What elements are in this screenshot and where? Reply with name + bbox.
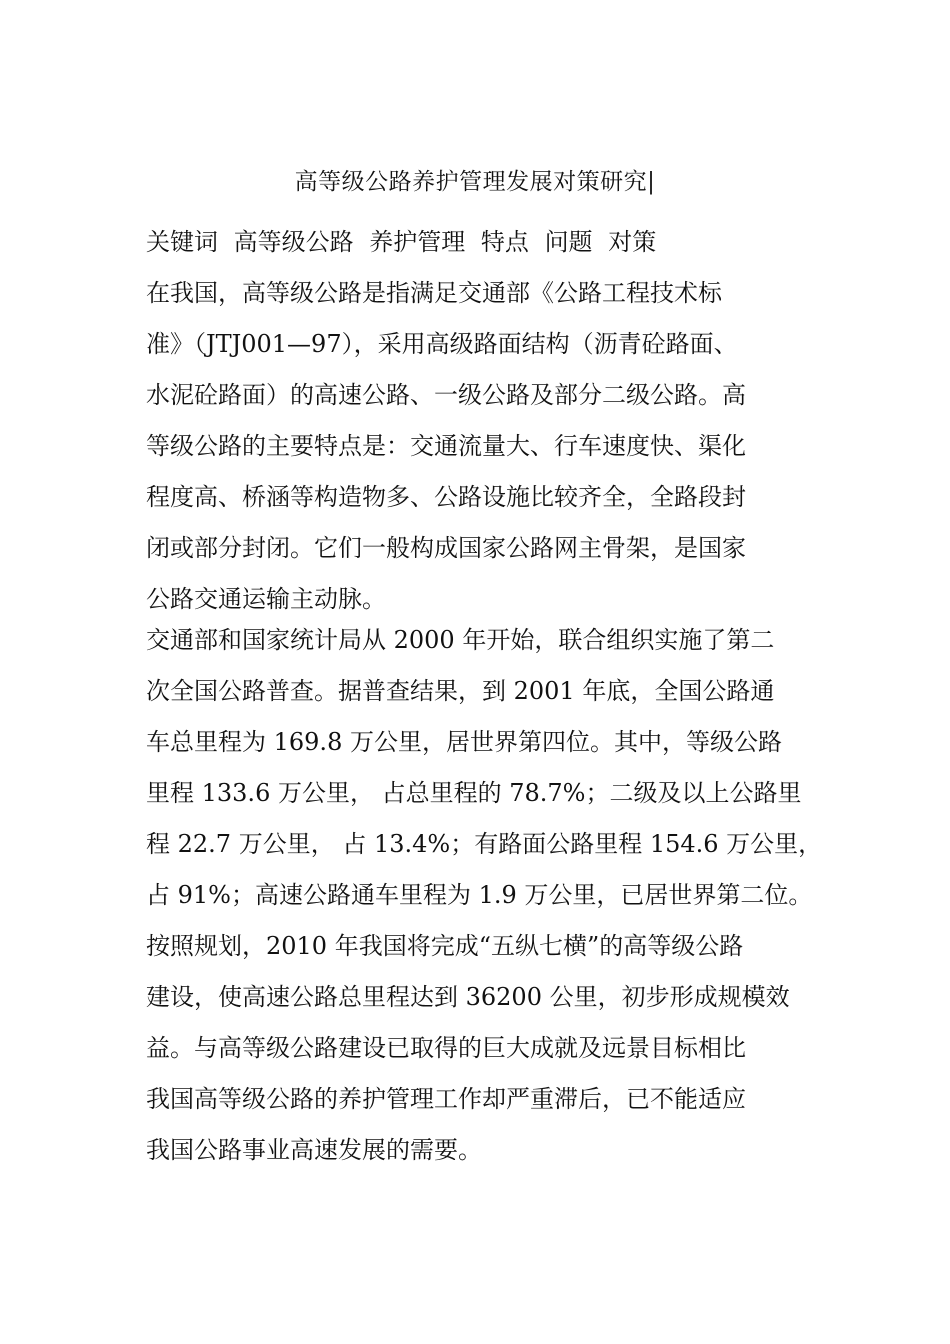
keyword-item: 对策 (608, 228, 657, 256)
paragraph-line: 在我国，高等级公路是指满足交通部《公路工程技术标 (146, 279, 722, 307)
paragraph-line: 里程 133.6 万公里， 占总里程的 78.7%；二级及以上公路里 (146, 779, 802, 807)
keywords-line (146, 226, 664, 258)
paragraph-line: 我国公路事业高速发展的需要。 (146, 1136, 482, 1164)
paragraph-line: 准》（JTJ001—97），采用高级路面结构（沥青砼路面、 (146, 330, 738, 358)
paragraph-line: 次全国公路普查。据普查结果，到 2001 年底，全国公路通 (146, 677, 775, 705)
paragraph-line: 我国高等级公路的养护管理工作却严重滞后，已不能适应 (146, 1085, 746, 1113)
paragraph-line: 水泥砼路面）的高速公路、一级公路及部分二级公路。高 (146, 381, 746, 409)
paragraph-line: 占 91%；高速公路通车里程为 1.9 万公里，已居世界第二位。 (146, 881, 813, 909)
keywords-label: 关键词 (146, 228, 218, 256)
keyword-item: 养护管理 (369, 228, 466, 256)
paragraph-line: 建设，使高速公路总里程达到 36200 公里，初步形成规模效 (146, 983, 790, 1011)
paragraph-line: 程度高、桥涵等构造物多、公路设施比较齐全，全路段封 (146, 483, 746, 511)
document-title: 高等级公路养护管理发展对策研究| (294, 169, 656, 195)
paragraph-line: 程 22.7 万公里， 占 13.4%；有路面公路里程 154.6 万公里， (146, 830, 823, 858)
paragraph-line: 公路交通运输主动脉。 (146, 585, 386, 613)
paragraph-line: 闭或部分封闭。它们一般构成国家公路网主骨架，是国家 (146, 534, 746, 562)
paragraph-intro (146, 268, 836, 625)
keyword-item: 问题 (544, 228, 593, 256)
paragraph-line: 按照规划，2010 年我国将完成“五纵七横”的高等级公路 (146, 932, 744, 960)
paragraph-line: 益。与高等级公路建设已取得的巨大成就及远景目标相比 (146, 1034, 746, 1062)
paragraph-line: 车总里程为 169.8 万公里，居世界第四位。其中，等级公路 (146, 728, 782, 756)
paragraph-line: 交通部和国家统计局从 2000 年开始，联合组织实施了第二 (146, 626, 775, 654)
keyword-item: 高等级公路 (233, 228, 354, 256)
keyword-item: 特点 (480, 228, 529, 256)
paragraph-survey (146, 615, 836, 1176)
paragraph-line: 等级公路的主要特点是：交通流量大、行车速度快、渠化 (146, 432, 746, 460)
